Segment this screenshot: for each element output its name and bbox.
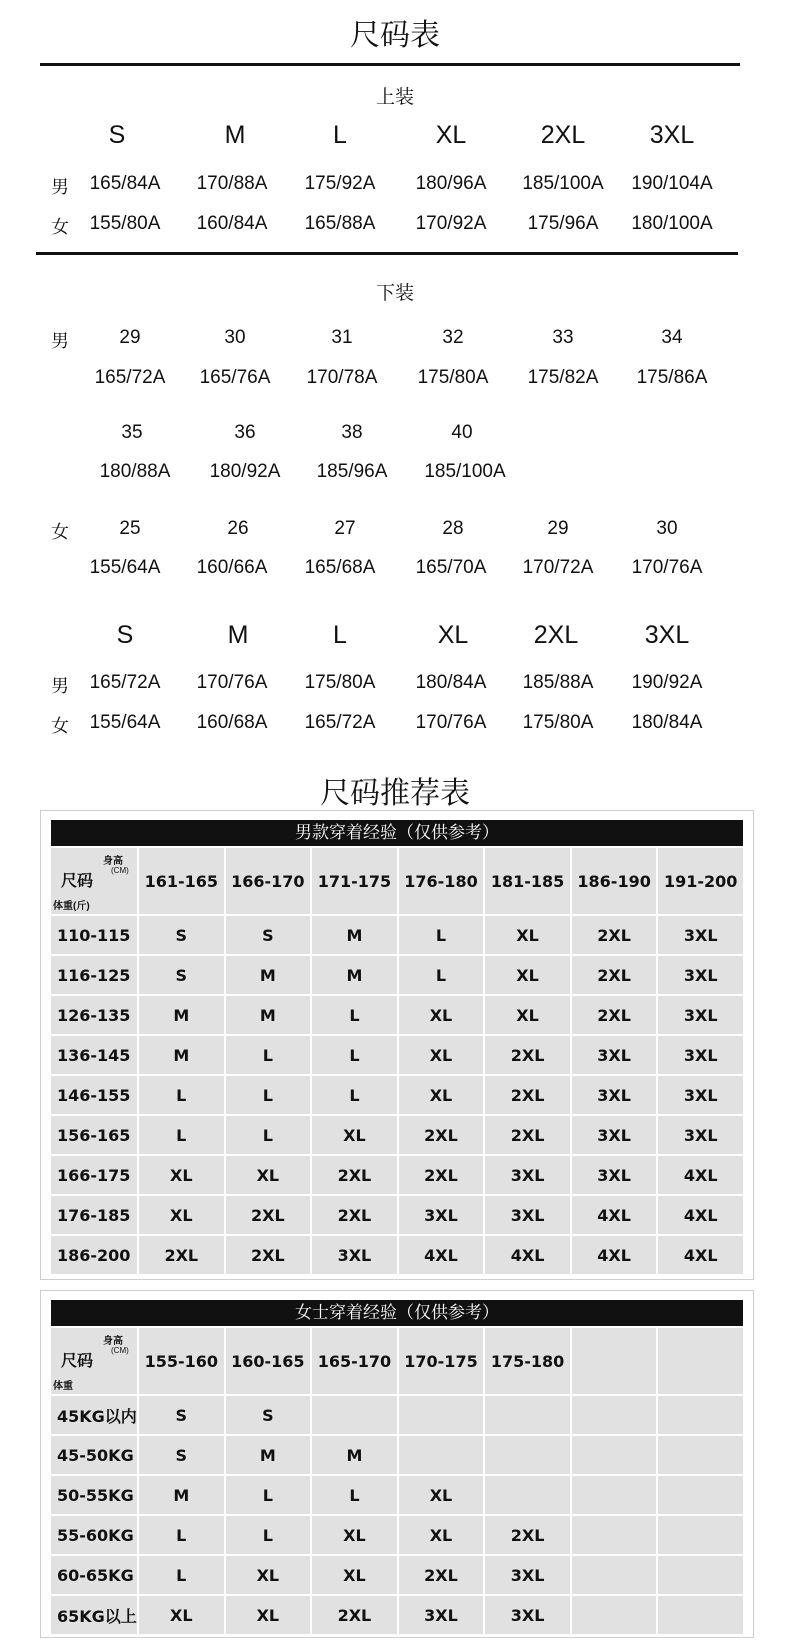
women-size-cell [658,1396,743,1434]
men-size-cell: XL [312,1116,397,1154]
men-size-cell: XL [226,1156,311,1194]
tops-women-2xl: 175/96A [527,213,599,234]
men-weight-label: 136-145 [51,1036,137,1074]
bottoms-men-size-34: 34 [661,327,683,348]
women-weight-label: 45KG以内 [51,1396,137,1434]
bottoms-men-value-29: 165/72A [94,367,166,388]
bottoms-letter-size-2xl: 2XL [533,621,579,649]
tops-men-xl: 180/96A [415,173,487,194]
men-size-cell: L [312,996,397,1034]
women-size-cell: 2XL [312,1596,397,1634]
men-corner-size-label: 尺码 [61,873,94,890]
men-size-cell: XL [485,916,570,954]
women-size-cell: XL [139,1596,224,1634]
men-size-cell: 3XL [485,1196,570,1234]
men-height-header: 176-180 [399,848,484,914]
men-corner-height-label: 身高 [103,856,123,867]
bottoms-women-label: 女 [51,522,69,542]
men-size-cell: L [226,1036,311,1074]
men-size-cell: 3XL [658,916,743,954]
women-size-cell [658,1436,743,1474]
men-size-cell: 2XL [572,996,657,1034]
bottoms-women-value-30: 170/76A [631,557,703,578]
men-size-cell: M [312,956,397,994]
bottoms-men-value-38: 185/96A [316,461,388,482]
men-size-cell: 2XL [572,956,657,994]
bottoms-men-value-35: 180/88A [99,461,171,482]
tops-men-l: 175/92A [304,173,376,194]
bottoms-letter-size-3xl: 3XL [644,621,690,649]
men-table-panel [40,810,754,1280]
women-size-cell [485,1476,570,1514]
women-table-title: 女士穿着经验（仅供参考） [51,1300,743,1326]
women-size-cell [485,1436,570,1474]
men-weight-label: 116-125 [51,956,137,994]
women-height-header: 175-180 [485,1328,570,1394]
men-size-cell: 2XL [399,1116,484,1154]
bottoms-women-size-29: 29 [547,518,569,539]
women-size-cell [572,1516,657,1554]
bottoms-letter-men-2xl: 185/88A [522,672,594,693]
men-table-title: 男款穿着经验（仅供参考） [51,820,743,846]
women-corner-weight-label: 体重 [53,1381,73,1392]
bottoms-women-size-30: 30 [656,518,678,539]
men-weight-label: 186-200 [51,1236,137,1274]
men-table-corner [51,848,137,914]
bottoms-letter-size-l: L [333,621,347,649]
men-size-cell: 2XL [139,1236,224,1274]
bottoms-men-size-33: 33 [552,327,574,348]
men-size-cell: S [139,916,224,954]
men-size-cell: L [312,1036,397,1074]
tops-size-s: S [108,121,126,149]
men-size-cell: 2XL [226,1236,311,1274]
women-corner-size-label: 尺码 [61,1353,94,1370]
women-size-cell [572,1556,657,1594]
women-height-header: 155-160 [139,1328,224,1394]
page-title: 尺码表 [350,19,440,52]
bottoms-letter-men-m: 170/76A [196,672,268,693]
bottoms-women-size-28: 28 [442,518,464,539]
men-weight-label: 156-165 [51,1116,137,1154]
women-size-cell [572,1596,657,1634]
tops-men-m: 170/88A [196,173,268,194]
women-size-cell: 3XL [485,1556,570,1594]
tops-men-3xl: 190/104A [631,173,713,194]
women-size-cell: XL [226,1596,311,1634]
women-size-cell: XL [399,1476,484,1514]
men-height-header: 186-190 [572,848,657,914]
women-size-cell: L [312,1476,397,1514]
women-size-cell: M [139,1476,224,1514]
tops-women-3xl: 180/100A [631,213,713,234]
women-size-cell: S [139,1396,224,1434]
bottoms-men-size-29: 29 [119,327,141,348]
women-weight-label: 65KG以上 [51,1596,137,1634]
bottoms-letter-men-s: 165/72A [89,672,161,693]
men-height-header: 171-175 [312,848,397,914]
men-size-cell: L [312,1076,397,1114]
bottoms-men-value-32: 175/80A [417,367,489,388]
bottoms-letter-men-label: 男 [51,676,69,696]
tops-women-xl: 170/92A [415,213,487,234]
men-corner-unit: (CM) [111,866,129,875]
bottoms-men-size-40: 40 [451,422,473,443]
men-size-cell: 3XL [572,1036,657,1074]
women-table-grid [51,1328,743,1634]
bottoms-men-size-35: 35 [121,422,143,443]
men-size-cell: L [139,1076,224,1114]
men-weight-label: 146-155 [51,1076,137,1114]
women-size-cell [658,1516,743,1554]
tops-men-2xl: 185/100A [522,173,604,194]
tops-section-label: 上装 [375,87,414,108]
women-size-cell [658,1476,743,1514]
women-size-cell [485,1396,570,1434]
bottoms-letter-women-3xl: 180/84A [631,712,703,733]
men-corner-weight-label: 体重(斤) [53,901,90,912]
women-weight-label: 55-60KG [51,1516,137,1554]
women-size-cell: XL [312,1556,397,1594]
women-height-header [572,1328,657,1394]
bottoms-women-value-27: 165/68A [304,557,376,578]
women-table-corner [51,1328,137,1394]
tops-women-l: 165/88A [304,213,376,234]
bottoms-women-size-25: 25 [119,518,141,539]
women-size-cell: L [226,1476,311,1514]
men-size-cell: XL [399,1036,484,1074]
men-size-cell: 3XL [572,1156,657,1194]
women-weight-label: 45-50KG [51,1436,137,1474]
men-weight-label: 126-135 [51,996,137,1034]
tops-women-s: 155/80A [89,213,161,234]
women-height-header: 165-170 [312,1328,397,1394]
bottoms-men-size-38: 38 [341,422,363,443]
men-size-cell: L [139,1116,224,1154]
bottoms-section-label: 下装 [375,283,414,304]
divider-middle [36,252,738,255]
bottoms-men-value-33: 175/82A [527,367,599,388]
women-size-cell: S [139,1436,224,1474]
bottoms-men-value-31: 170/78A [306,367,378,388]
men-size-cell: 4XL [658,1196,743,1234]
women-size-cell [658,1596,743,1634]
tops-size-l: L [333,121,347,149]
men-size-cell: 4XL [399,1236,484,1274]
tops-size-3xl: 3XL [649,121,695,149]
bottoms-men-size-31: 31 [331,327,353,348]
bottoms-women-value-28: 165/70A [415,557,487,578]
tops-women-label: 女 [51,217,69,237]
women-size-cell [658,1556,743,1594]
bottoms-men-size-30: 30 [224,327,246,348]
men-size-cell: 3XL [572,1076,657,1114]
women-size-cell: M [226,1436,311,1474]
men-size-cell: 2XL [312,1196,397,1234]
women-size-cell: L [139,1516,224,1554]
bottoms-men-value-36: 180/92A [209,461,281,482]
men-size-cell: 2XL [312,1156,397,1194]
men-size-cell: 4XL [658,1156,743,1194]
bottoms-letter-size-m: M [227,621,249,649]
men-size-cell: M [139,996,224,1034]
women-size-cell: M [312,1436,397,1474]
men-size-cell: 3XL [399,1196,484,1234]
men-size-cell: XL [485,956,570,994]
women-size-cell: 2XL [485,1516,570,1554]
men-size-cell: 2XL [399,1156,484,1194]
bottoms-women-value-29: 170/72A [522,557,594,578]
bottoms-men-value-40: 185/100A [424,461,506,482]
men-size-cell: M [226,996,311,1034]
bottoms-women-value-25: 155/64A [89,557,161,578]
tops-size-xl: XL [435,121,467,149]
men-size-cell: S [226,916,311,954]
recommend-title: 尺码推荐表 [320,777,470,810]
men-size-cell: M [226,956,311,994]
men-size-cell: 2XL [485,1076,570,1114]
men-size-cell: 3XL [658,1076,743,1114]
bottoms-letter-men-l: 175/80A [304,672,376,693]
bottoms-men-label: 男 [51,331,69,351]
men-size-cell: L [226,1076,311,1114]
men-size-cell: 2XL [226,1196,311,1234]
divider-top [40,63,740,66]
men-weight-label: 166-175 [51,1156,137,1194]
bottoms-letter-women-2xl: 175/80A [522,712,594,733]
bottoms-men-size-32: 32 [442,327,464,348]
women-size-cell: XL [399,1516,484,1554]
tops-men-label: 男 [51,177,69,197]
bottoms-letter-women-m: 160/68A [196,712,268,733]
women-size-cell: L [139,1556,224,1594]
women-size-cell [399,1436,484,1474]
men-size-cell: L [399,916,484,954]
men-size-cell: M [139,1036,224,1074]
men-size-cell: 3XL [572,1116,657,1154]
men-size-cell: XL [139,1196,224,1234]
men-table-grid [51,848,743,1274]
men-size-cell: 2XL [485,1036,570,1074]
bottoms-women-size-26: 26 [227,518,249,539]
bottoms-letter-size-xl: XL [437,621,469,649]
men-weight-label: 110-115 [51,916,137,954]
men-height-header: 181-185 [485,848,570,914]
women-corner-unit: (CM) [111,1346,129,1355]
men-size-cell: XL [399,996,484,1034]
tops-size-2xl: 2XL [540,121,586,149]
women-size-cell: S [226,1396,311,1434]
tops-women-m: 160/84A [196,213,268,234]
men-size-cell: 3XL [658,1036,743,1074]
bottoms-men-value-30: 165/76A [199,367,271,388]
bottoms-women-value-26: 160/66A [196,557,268,578]
men-size-cell: XL [399,1076,484,1114]
men-size-cell: 3XL [485,1156,570,1194]
men-height-header: 161-165 [139,848,224,914]
women-size-cell [572,1396,657,1434]
men-size-cell: 3XL [658,996,743,1034]
women-size-cell [312,1396,397,1434]
men-size-cell: 4XL [572,1196,657,1234]
men-size-cell: XL [139,1156,224,1194]
bottoms-letter-men-3xl: 190/92A [631,672,703,693]
women-size-cell [572,1476,657,1514]
women-size-cell: 2XL [399,1556,484,1594]
women-weight-label: 60-65KG [51,1556,137,1594]
women-size-cell [572,1436,657,1474]
bottoms-men-size-36: 36 [234,422,256,443]
men-size-cell: XL [485,996,570,1034]
bottoms-letter-women-l: 165/72A [304,712,376,733]
men-size-cell: L [226,1116,311,1154]
bottoms-letter-women-s: 155/64A [89,712,161,733]
women-size-cell [399,1396,484,1434]
bottoms-letter-men-xl: 180/84A [415,672,487,693]
women-size-cell: 3XL [399,1596,484,1634]
women-size-cell: 3XL [485,1596,570,1634]
men-size-cell: 3XL [312,1236,397,1274]
men-height-header: 166-170 [226,848,311,914]
men-size-cell: M [312,916,397,954]
men-size-cell: 4XL [572,1236,657,1274]
men-size-cell: 2XL [572,916,657,954]
women-table-panel [40,1290,754,1638]
men-size-cell: 4XL [658,1236,743,1274]
men-size-cell: 3XL [658,1116,743,1154]
men-size-cell: 2XL [485,1116,570,1154]
bottoms-letter-women-xl: 170/76A [415,712,487,733]
women-height-header: 170-175 [399,1328,484,1394]
women-corner-height-label: 身高 [103,1336,123,1347]
bottoms-women-size-27: 27 [334,518,356,539]
bottoms-men-value-34: 175/86A [636,367,708,388]
women-height-header [658,1328,743,1394]
women-size-cell: L [226,1516,311,1554]
women-height-header: 160-165 [226,1328,311,1394]
men-size-cell: L [399,956,484,994]
bottoms-letter-women-label: 女 [51,716,69,736]
men-size-cell: 4XL [485,1236,570,1274]
bottoms-letter-size-s: S [116,621,134,649]
men-size-cell: S [139,956,224,994]
men-weight-label: 176-185 [51,1196,137,1234]
men-height-header: 191-200 [658,848,743,914]
women-size-cell: XL [226,1556,311,1594]
tops-men-s: 165/84A [89,173,161,194]
women-size-cell: XL [312,1516,397,1554]
tops-size-m: M [224,121,246,149]
men-size-cell: 3XL [658,956,743,994]
women-weight-label: 50-55KG [51,1476,137,1514]
